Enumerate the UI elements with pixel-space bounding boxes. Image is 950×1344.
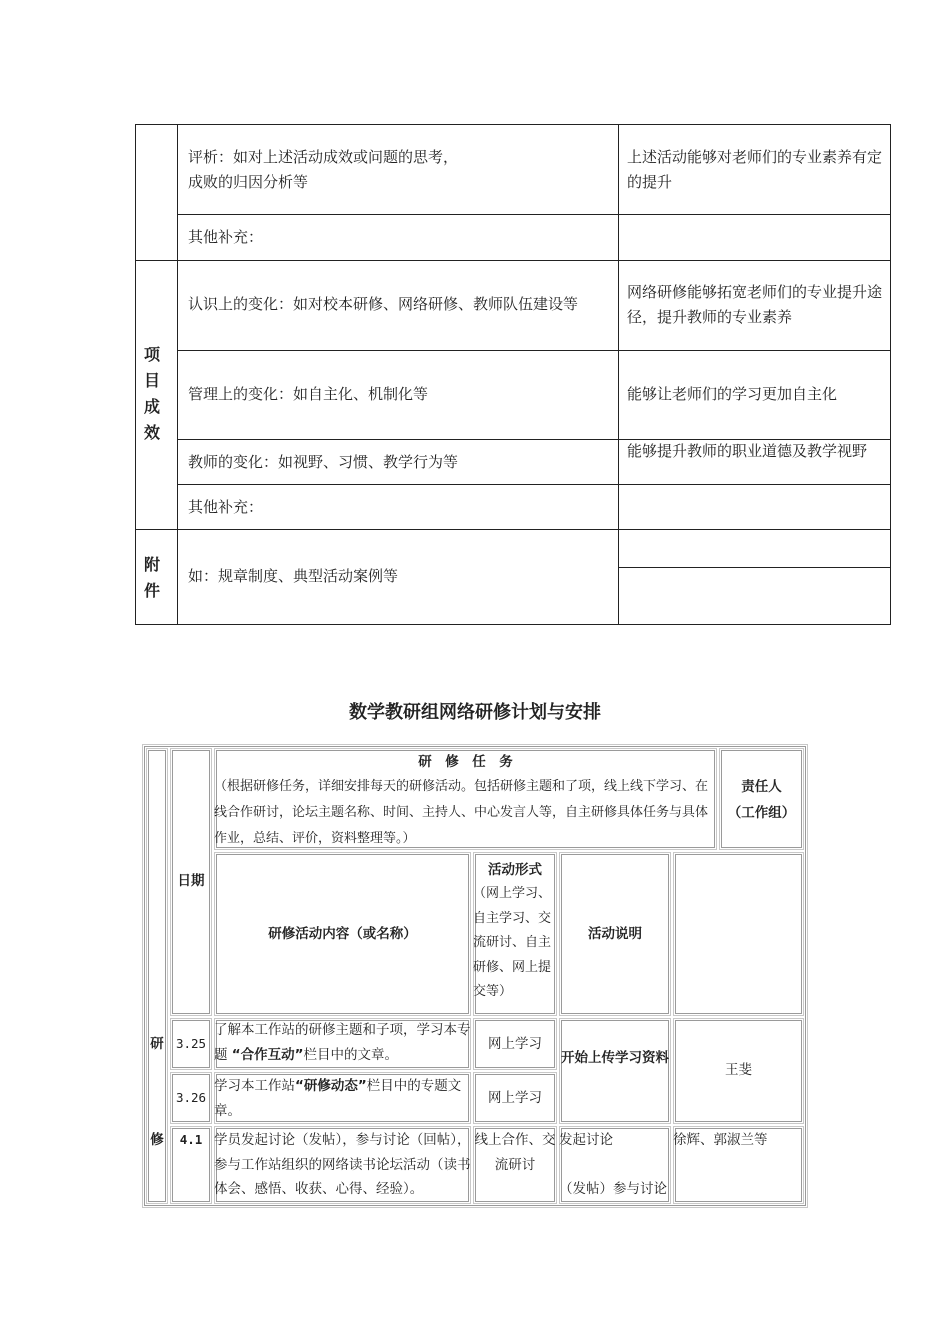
row3-left: 认识上的变化：如对校本研修、网络研修、教师队伍建设等 bbox=[188, 295, 579, 313]
row-owner: 徐辉、郭淑兰等 bbox=[673, 1132, 768, 1148]
row5-right: 能够提升教师的职业道德及教学视野 bbox=[627, 442, 868, 460]
plan-table bbox=[142, 744, 808, 1208]
row-form: 线上合作、交流研讨 bbox=[474, 1132, 556, 1173]
form-header: 活动形式 bbox=[488, 862, 542, 878]
row-desc: 发起讨论 （发帖）参与讨论 bbox=[559, 1132, 667, 1197]
row1-right: 上述活动能够对老师们的专业素养有定的提升 bbox=[627, 148, 883, 191]
row4-left: 管理上的变化：如自主化、机制化等 bbox=[188, 385, 429, 403]
row2-left: 其他补充： bbox=[188, 228, 264, 246]
row-date: 3.25 bbox=[175, 1036, 207, 1051]
side-label-2: 修 bbox=[150, 1132, 164, 1148]
row-content: 学习本工作站“研修动态”栏目中的专题文章。 bbox=[214, 1078, 462, 1119]
section-outcome-label: 项 目 成 效 bbox=[143, 345, 160, 442]
date-header: 日期 bbox=[177, 873, 205, 889]
evaluation-table bbox=[135, 124, 891, 625]
side-label-1: 研 bbox=[150, 1036, 164, 1052]
task-note: （根据研修任务，详细安排每天的研修活动。包括研修主题和了项，线上线下学习、在线合作研讨，论坛主题名称、时间、主持人、中心发言人等，自主研修具体任务与具体作业，总结、评价，资料整理等。） bbox=[214, 779, 709, 846]
row-content: 学员发起讨论（发帖），参与讨论（回帖），参与工作站组织的网络读书论坛活动（读书体会、感悟、收获、心得、经验）。 bbox=[214, 1132, 471, 1197]
merged-desc: 开始上传学习资料 bbox=[561, 1050, 669, 1066]
merged-owner: 王斐 bbox=[725, 1062, 752, 1078]
row-form: 网上学习 bbox=[488, 1036, 542, 1052]
row-form: 网上学习 bbox=[488, 1090, 542, 1106]
row-date: 3.26 bbox=[175, 1090, 207, 1105]
owner-header: 责任人 （工作组） bbox=[727, 779, 796, 821]
task-header: 研 修 任 务 bbox=[418, 754, 513, 770]
row3-right: 网络研修能够拓宽老师们的专业提升途径，提升教师的专业素养 bbox=[627, 283, 883, 326]
content-header: 研修活动内容（或名称） bbox=[268, 926, 417, 942]
row1-left: 评析：如对上述活动成效或问题的思考， 成败的归因分析等 bbox=[188, 148, 459, 191]
form-note: （网上学习、自主学习、交流研讨、自主研修、网上提交等） bbox=[473, 886, 552, 999]
row6-left: 其他补充： bbox=[188, 498, 264, 516]
desc-header: 活动说明 bbox=[588, 926, 642, 942]
row4-right: 能够让老师们的学习更加自主化 bbox=[627, 385, 838, 403]
section-attachment-label: 附 件 bbox=[143, 555, 160, 600]
row5-left: 教师的变化：如视野、习惯、教学行为等 bbox=[188, 453, 459, 471]
row-date: 4.1 bbox=[179, 1132, 203, 1147]
row7-left: 如：规章制度、典型活动案例等 bbox=[188, 567, 399, 585]
page-title: 数学教研组网络研修计划与安排 bbox=[349, 702, 601, 723]
row-content: 了解本工作站的研修主题和子项，学习本专题 “合作互动”栏目中的文章。 bbox=[214, 1022, 471, 1063]
